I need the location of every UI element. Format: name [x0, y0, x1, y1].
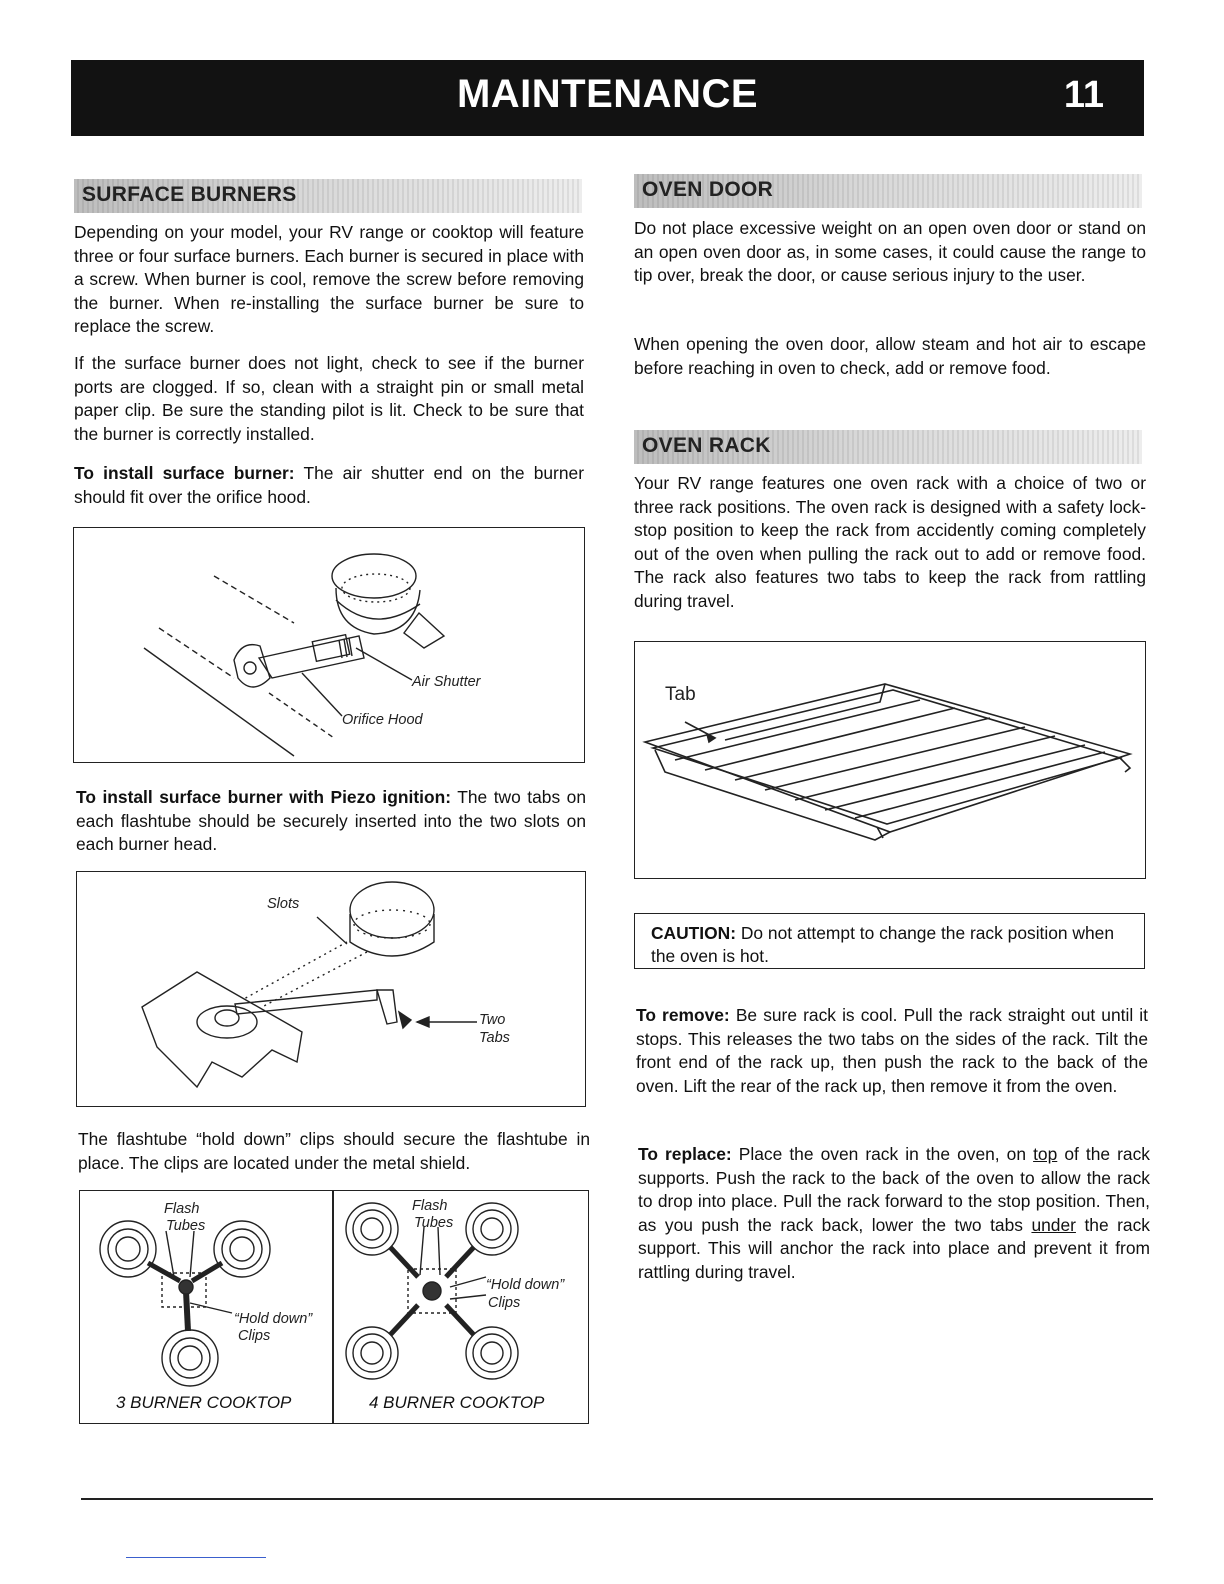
section-heading-oven-door — [634, 174, 1142, 208]
left-clips-label: Clips — [238, 1328, 271, 1344]
replace-underline-under: under — [1031, 1214, 1076, 1235]
oven-door-paragraph-2: When opening the oven door, allow steam and hot air to escape before reaching in oven to check, add or remove food. — [634, 334, 1146, 378]
slots-label: Slots — [267, 896, 300, 912]
flashtube-slots-figure — [76, 871, 586, 1107]
replace-lead: To replace: — [638, 1144, 732, 1164]
caution-lead: CAUTION: — [651, 923, 737, 943]
four-burner-caption: 4 BURNER COOKTOP — [369, 1393, 545, 1412]
replace-underline-top: top — [1033, 1144, 1058, 1164]
orifice-hood-label: Orifice Hood — [342, 712, 423, 728]
oven-rack-figure — [634, 641, 1146, 879]
remove-rack-paragraph — [636, 1004, 1148, 1098]
right-hold-down-label: “Hold down” — [486, 1277, 565, 1293]
oven-rack-paragraph: Your RV range features one oven rack with a choice of two or three rack positions. The oven rack is designed with a safety lock-stop position to keep the rack from accidently coming completely out of the oven when pulling the rack out to add or remove food. The rack also features two tabs to keep the rack from rattling during travel. — [634, 473, 1146, 611]
page-header — [71, 60, 1144, 136]
air-shutter-label: Air Shutter — [412, 674, 481, 690]
oven-door-heading: OVEN DOOR — [642, 178, 774, 201]
tab-label: Tab — [665, 684, 696, 705]
install-text: The air shutter end on the burner should fit over the orifice hood. — [74, 463, 584, 507]
page-title: MAINTENANCE — [456, 72, 759, 116]
replace-rack-paragraph — [638, 1143, 1150, 1284]
right-flash-label: Flash — [412, 1198, 448, 1214]
oven-rack-heading: OVEN RACK — [642, 434, 771, 457]
burner-orifice-drawing — [74, 528, 584, 762]
replace-text-1: Place the oven rack in the oven, on — [731, 1144, 1034, 1164]
section-heading-surface-burners — [74, 179, 582, 213]
tabs-label: Tabs — [479, 1030, 510, 1046]
hold-down-clips-paragraph: The flashtube “hold down” clips should secure the flashtube in place. The clips are located under the metal shield. — [78, 1129, 590, 1173]
surface-burners-paragraph-2: If the surface burner does not light, check to see if the burner ports are clogged. If so, clean with a straight pin or small metal paper clip. Be sure the standing pilot is lit. Check to be sure that the burner is correctly installed. — [74, 353, 584, 444]
flashtube-slots-drawing — [77, 872, 585, 1106]
footer-blue-line — [126, 1557, 266, 1558]
cooktop-clips-figure — [79, 1190, 589, 1424]
burner-orifice-figure — [73, 527, 585, 763]
three-burner-caption: 3 BURNER COOKTOP — [116, 1393, 292, 1412]
install-surface-burner-paragraph — [74, 462, 584, 509]
piezo-text: The two tabs on each flashtube should be securely inserted into the two slots on each burner head. — [76, 787, 587, 854]
page-number: 11 — [1063, 74, 1104, 116]
remove-text: Be sure rack is cool. Pull the rack straight out until it stops. This releases the two tabs on the sides of the rack. Tilt the front end of the rack up, then push the rack to the back of the oven. Lift the rear of the rack up, then remove it from the oven. — [636, 1005, 1148, 1096]
left-flash-label: Flash — [164, 1201, 200, 1217]
replace-text-3: the rack support. This will anchor the rack into place and prevent it from rattling during travel. — [638, 1214, 1150, 1282]
left-hold-down-label: “Hold down” — [234, 1311, 313, 1327]
remove-lead: To remove: — [636, 1005, 730, 1025]
piezo-lead: To install surface burner with Piezo ignition: — [76, 787, 452, 807]
oven-door-paragraph-1: Do not place excessive weight on an open oven door or stand on an open oven door as, in some cases, it could cause the range to tip over, break the door, or cause serious injury to the user. — [634, 218, 1146, 285]
caution-body: Do not attempt to change the rack position when the oven is hot. — [651, 923, 1115, 966]
piezo-ignition-paragraph — [76, 786, 586, 857]
caution-text — [651, 922, 1132, 968]
install-lead: To install surface burner: — [74, 463, 295, 483]
left-tubes-label: Tubes — [166, 1218, 206, 1234]
caution-box — [634, 913, 1145, 969]
surface-burners-paragraph-1: Depending on your model, your RV range or cooktop will feature three or four surface burners. Each burner is secured in place with a screw. When burner is cool, remove the screw before removing the burner. When re-installing the surface burner be sure to replace the screw. — [74, 222, 584, 336]
right-clips-label: Clips — [488, 1295, 521, 1311]
oven-rack-drawing — [635, 642, 1145, 878]
right-tubes-label: Tubes — [414, 1215, 454, 1231]
footer-divider — [81, 1498, 1153, 1500]
section-heading-oven-rack — [634, 430, 1142, 464]
two-label: Two — [479, 1012, 506, 1028]
replace-text-2: of the rack supports. Push the rack to the back of the oven to allow the rack to drop into place. Pull the rack forward to the stop position. Then, as you push the rack back, lower the two tabs — [638, 1144, 1150, 1235]
surface-burners-heading: SURFACE BURNERS — [82, 183, 297, 206]
